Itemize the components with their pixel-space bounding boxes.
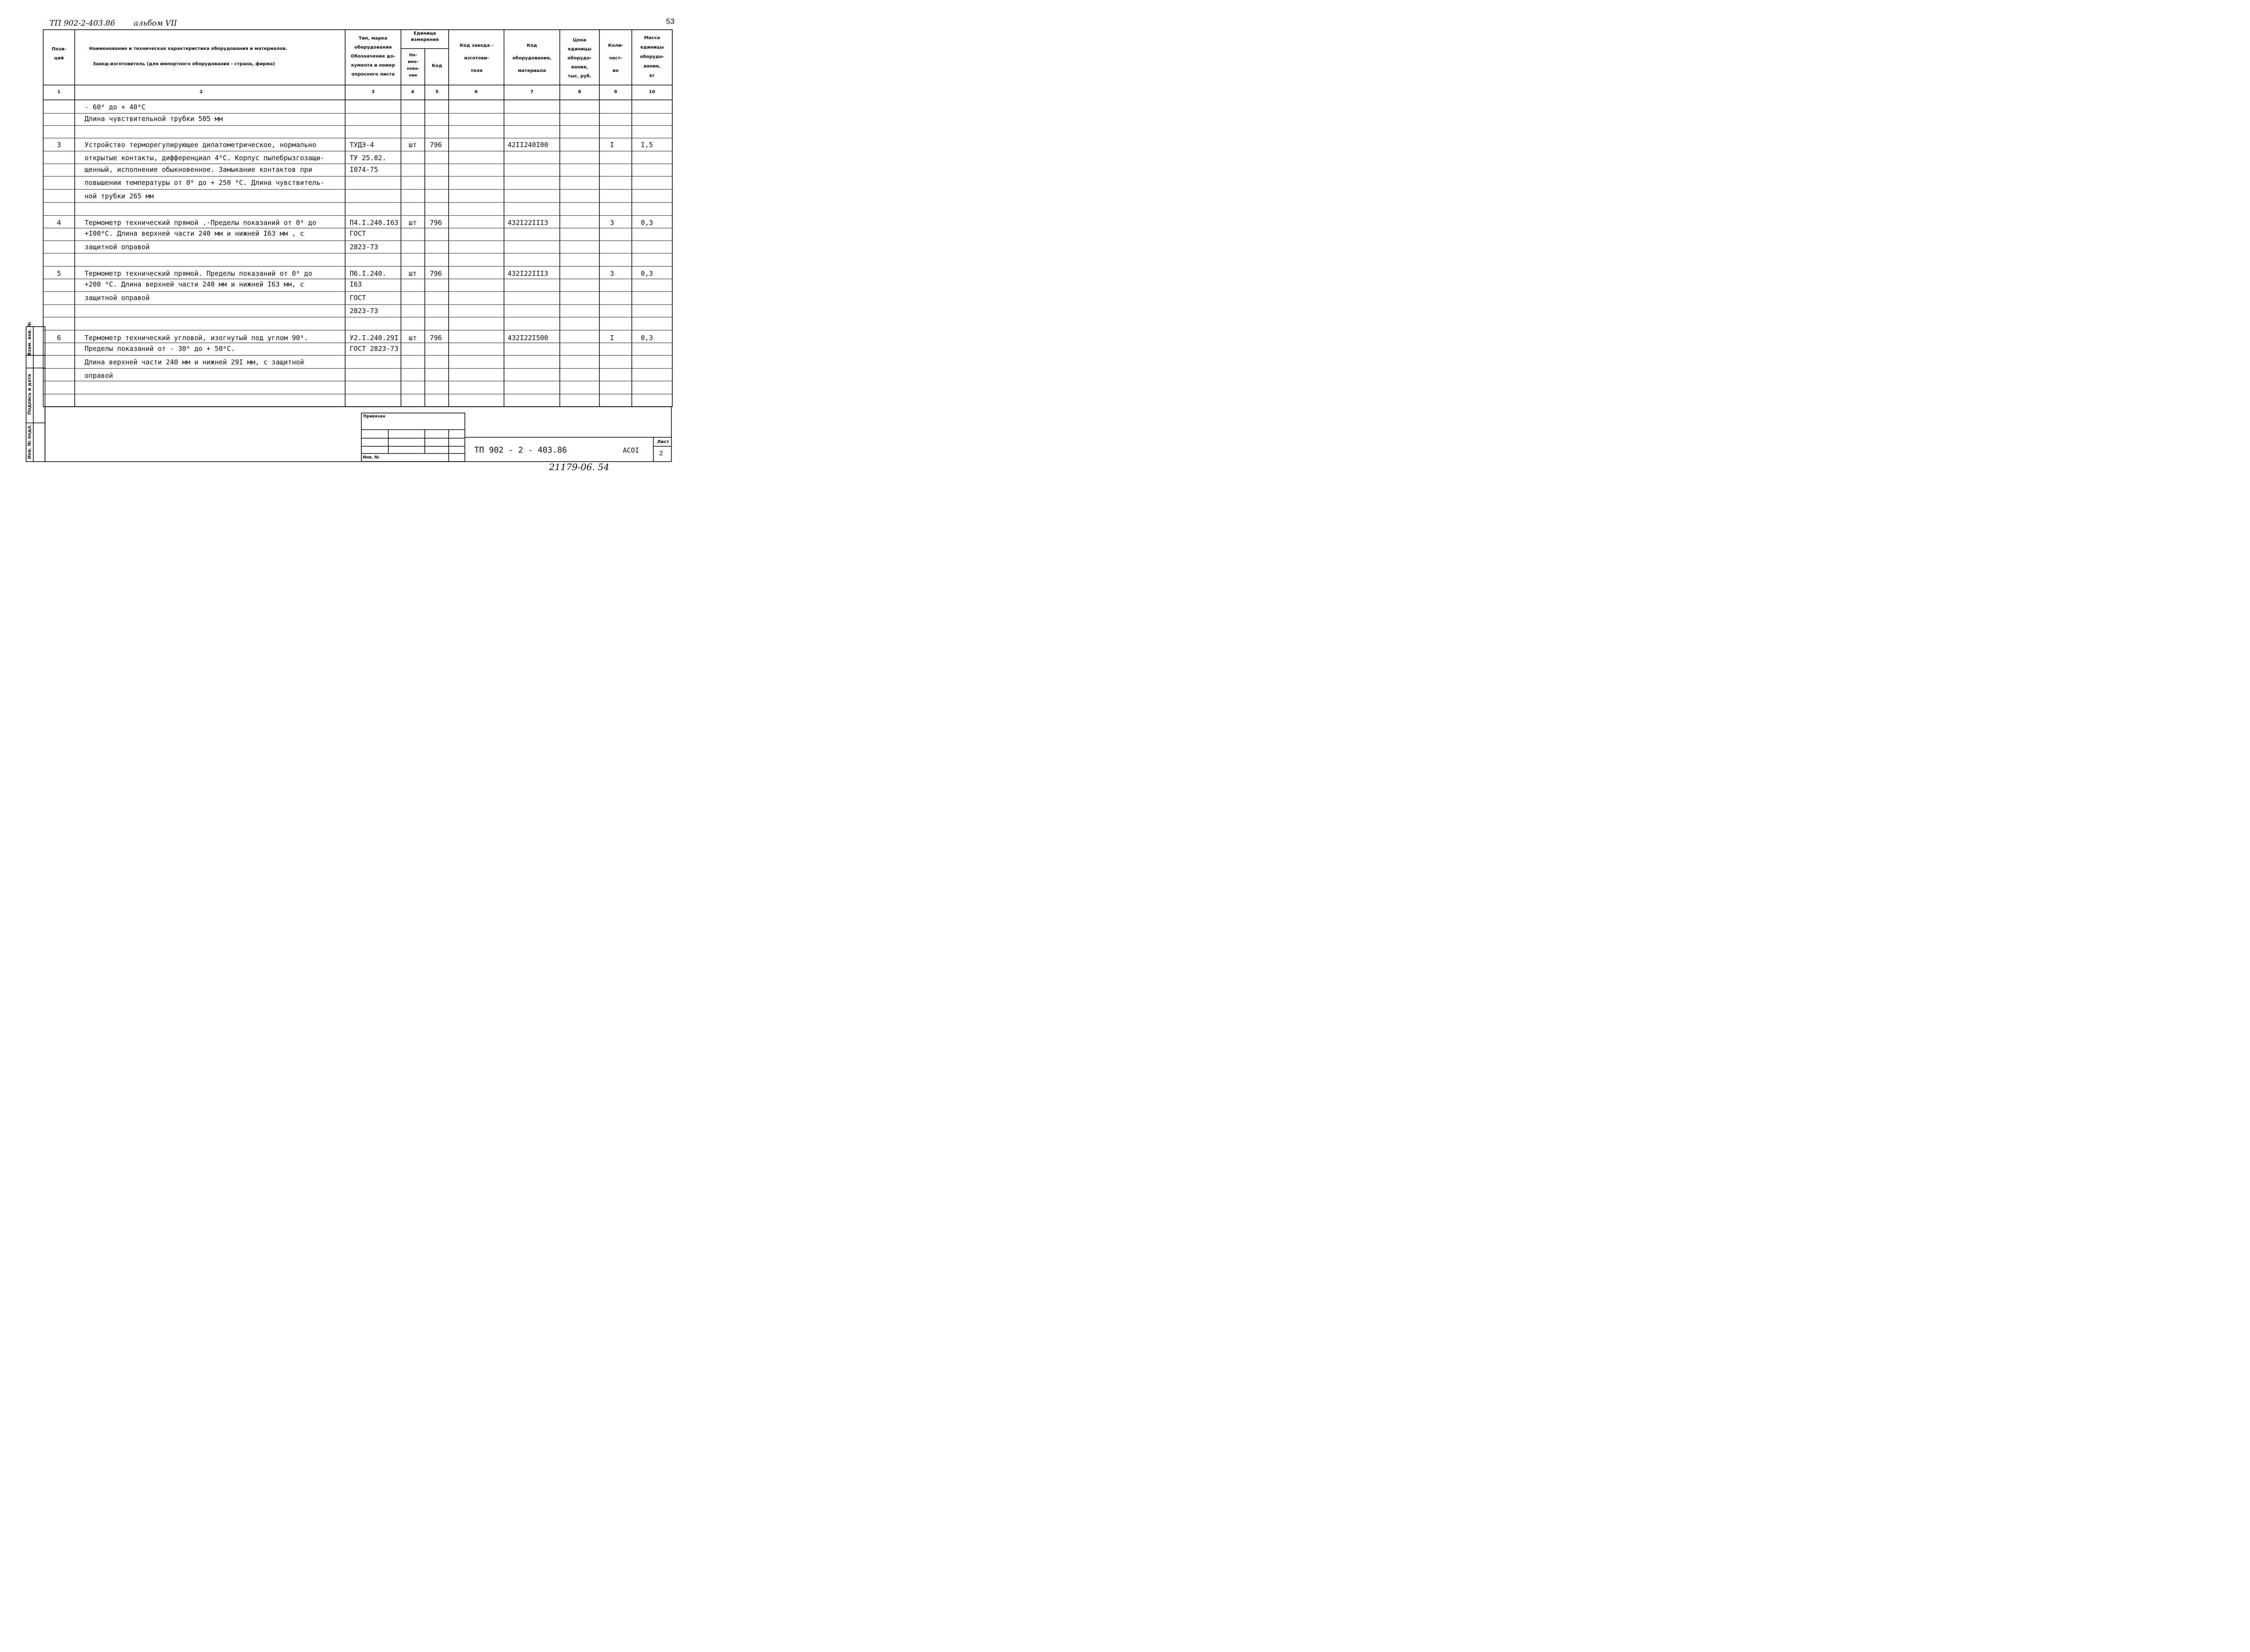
- document-code: ТП 902-2-403.86: [50, 19, 115, 28]
- cell-name: ной трубки 265 мм: [85, 192, 154, 200]
- cell-type: ТУ 25.02.: [350, 154, 387, 162]
- cell-mass: 0,3: [641, 269, 653, 278]
- title-doc-code: ТП 902 - 2 - 403.86: [474, 445, 567, 455]
- sheet-number: 2: [659, 449, 663, 457]
- cell-name: Термометр технический прямой. Пределы показаний от 0⁰ до: [85, 269, 312, 278]
- col-header-price: Цена единицы оборудо- вания, тыс. руб.: [567, 38, 592, 79]
- cell-type: ГОСТ: [350, 294, 366, 302]
- cell-quantity: I: [610, 141, 614, 149]
- cell-name: оправой: [85, 372, 113, 380]
- cell-quantity: 3: [610, 219, 614, 227]
- cell-type: 2823-73: [350, 307, 378, 315]
- column-number: 3: [371, 90, 375, 94]
- footer-note: 21179-06. 54: [549, 462, 609, 472]
- cell-type: П4.I.240.I63: [350, 219, 399, 227]
- col-header-equip-code: Код оборудования, материала: [512, 43, 552, 73]
- stamp-inv-no: Инв. №: [363, 455, 379, 460]
- column-number: 9: [614, 90, 617, 94]
- col-header-pos: Пози- ций: [51, 47, 67, 61]
- cell-position: 4: [57, 219, 61, 227]
- cell-equipment-code: 42II240I00: [508, 141, 549, 149]
- document-page: [0, 0, 696, 487]
- col-header-qty: Коли- чест- во: [608, 43, 623, 73]
- cell-unit: шт: [408, 219, 417, 227]
- column-number: 10: [649, 90, 655, 94]
- cell-name: открытые контакты, дифференциал 4⁰С. Корпус пылебрызгозащи-: [85, 154, 324, 162]
- album-label: альбом VII: [134, 19, 177, 28]
- title-sheet-code: АСОI: [623, 446, 639, 454]
- cell-position: 5: [57, 269, 61, 278]
- side-label-signature-date: Подпись и дата: [27, 374, 32, 415]
- column-number: 8: [578, 90, 581, 94]
- cell-type: 2823-73: [350, 243, 378, 251]
- cell-name: щенный, исполнение обыкновенное. Замыкание контактов при: [85, 166, 312, 174]
- cell-type: ГОСТ: [350, 229, 366, 238]
- cell-unit: шт: [408, 269, 417, 278]
- cell-equipment-code: 432I22III3: [508, 219, 549, 227]
- column-number: 7: [530, 90, 534, 94]
- cell-name: защитной оправой: [85, 243, 150, 251]
- cell-name: +200 ⁰С. Длина верхней части 240 мм и нижней I63 мм, с: [85, 280, 304, 288]
- column-number: 6: [474, 90, 478, 94]
- cell-type: ТУДЭ-4: [350, 141, 374, 149]
- cell-type: I074-75: [350, 166, 378, 174]
- sheet-label: Лист: [657, 440, 670, 444]
- cell-type: I63: [350, 280, 362, 288]
- cell-mass: I,5: [641, 141, 653, 149]
- cell-unit: шт: [408, 334, 417, 342]
- cell-equipment-code: 432I22III3: [508, 269, 549, 278]
- cell-type: ГОСТ 2823-73: [350, 345, 399, 353]
- stamp-privyazan: Привязан: [363, 414, 386, 419]
- cell-equipment-code: 432I22I500: [508, 334, 549, 342]
- col-header-unit-group: Единица измерения: [410, 31, 439, 42]
- cell-type: П6.I.240.: [350, 269, 387, 278]
- page-number: 53: [666, 17, 675, 26]
- cell-name: Длина чувствительной трубки 505 мм: [85, 115, 223, 123]
- col-header-unit-code: Код: [432, 63, 442, 68]
- cell-name: Термометр технический угловой, изогнутый под углом 90⁰.: [85, 334, 308, 342]
- cell-name: повышении температуры от 0⁰ до + 250 ⁰С. Длина чувствитель-: [85, 179, 324, 187]
- cell-type: У2.I.240.29I: [350, 334, 399, 342]
- cell-name: - 60⁰ до + 40⁰С: [85, 103, 146, 111]
- col-header-unit-name: На- име- нова- ние: [407, 53, 419, 78]
- cell-unit-code: 796: [430, 269, 442, 278]
- cell-name: Термометр технический прямой .·Пределы показаний от 0⁰ до: [85, 219, 316, 227]
- column-number: 2: [199, 90, 203, 94]
- cell-position: 6: [57, 334, 61, 342]
- col-header-type: Тип, марка оборудования Обозначение до- кумента и номер опросного листа: [351, 36, 396, 77]
- column-number: 4: [411, 90, 414, 94]
- cell-name: Длина верхней части 240 мм и нижней 29I мм, с защитной: [85, 358, 304, 366]
- column-number: 5: [435, 90, 439, 94]
- cell-unit-code: 796: [430, 219, 442, 227]
- cell-mass: 0,3: [641, 219, 653, 227]
- cell-mass: 0,3: [641, 334, 653, 342]
- cell-name: Пределы показаний от - 30⁰ до + 50⁰С.: [85, 345, 235, 353]
- col-header-factory-code: Код завода - изготови- теля: [459, 43, 494, 73]
- cell-name: Устройство терморегулирующее дилатометрическое, нормально: [85, 141, 316, 149]
- column-number: 1: [57, 90, 61, 94]
- side-label-replaced-inv: Взам. инв. №: [27, 322, 32, 356]
- col-header-name: Наименование и техническая характеристика оборудования и материалов. Завод-изготовитель (для импортного оборудования - страна, фирма): [89, 46, 288, 67]
- cell-unit-code: 796: [430, 141, 442, 149]
- cell-name: защитной оправой: [85, 294, 150, 302]
- cell-unit: шт: [408, 141, 417, 149]
- cell-unit-code: 796: [430, 334, 442, 342]
- cell-position: 3: [57, 141, 61, 149]
- side-label-inv-original: Инв. № подл.: [27, 424, 32, 459]
- cell-name: +I00⁰С. Длина верхней части 240 мм и нижней I63 мм , с: [85, 229, 304, 238]
- cell-quantity: 3: [610, 269, 614, 278]
- cell-quantity: I: [610, 334, 614, 342]
- col-header-mass: Масса единицы оборудо- вания, кг: [640, 36, 664, 78]
